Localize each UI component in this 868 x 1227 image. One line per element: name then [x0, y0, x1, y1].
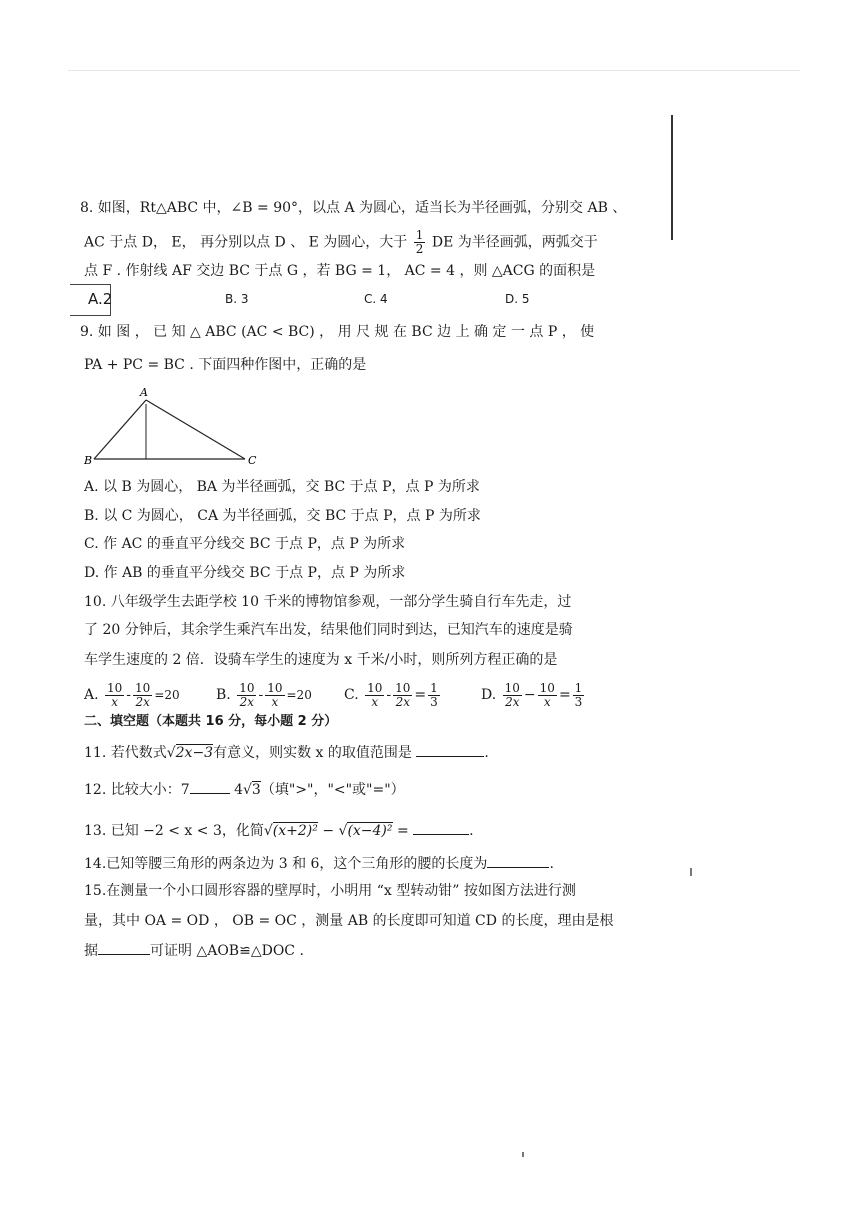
- q15-line-3: [84, 940, 304, 961]
- fraction-denominator: x: [271, 694, 279, 709]
- operator: =: [392, 823, 409, 839]
- answer-blank[interactable]: [487, 853, 549, 868]
- q12-text: （填">"，"<"或"="）: [260, 782, 405, 798]
- fraction-denominator: 2x: [395, 694, 410, 709]
- side-ac: [146, 400, 245, 459]
- fraction-numerator: 10: [539, 680, 555, 695]
- q13-text: 13. 已知 −2 < x < 3，化简: [84, 823, 264, 839]
- radicand: 3: [251, 782, 261, 798]
- equation-rhs: =20: [154, 688, 180, 702]
- q10-option-a: A. $\frac{10}{x}$ - $\frac{10}{2x}$ =20: [84, 680, 180, 709]
- q14: [84, 853, 554, 874]
- punctuation: .: [484, 745, 489, 761]
- q8-option-d: D. 5: [505, 292, 530, 306]
- fraction-numerator: 10: [504, 680, 520, 695]
- fraction-numerator: 1: [415, 228, 424, 242]
- option-label: C.: [344, 687, 359, 703]
- fraction-denominator: 3: [574, 694, 583, 709]
- q11: [84, 742, 489, 763]
- q8-line-2b: DE 为半径画弧，两弧交于: [431, 234, 598, 251]
- sqrt-sign: √: [263, 823, 273, 839]
- answer-blank[interactable]: [98, 940, 150, 955]
- q12: [84, 779, 405, 800]
- fraction-denominator: 3: [430, 694, 438, 709]
- fraction: [105, 682, 124, 709]
- fraction: [538, 682, 557, 709]
- fraction-numerator: 1: [574, 680, 583, 695]
- fraction: [428, 682, 440, 709]
- q9-option-c: C. 作 AC 的垂直平分线交 BC 于点 P，点 P 为所求: [84, 536, 406, 552]
- q8-line-1: 8. 如图，Rt△ABC 中，∠B = 90°，以点 A 为圆心，适当长为半径画弧，分别交 AB 、: [80, 200, 627, 216]
- fraction-numerator: 10: [267, 680, 283, 695]
- fraction: [133, 682, 152, 709]
- answer-box: [70, 284, 111, 316]
- punctuation: .: [549, 856, 554, 872]
- operator: −: [317, 823, 339, 839]
- fraction-denominator: 2: [415, 242, 424, 256]
- option-label: A.: [84, 687, 99, 703]
- answer-blank[interactable]: [190, 779, 230, 794]
- q15-line-1: 15.在测量一个小口圆形容器的壁厚时，小明用 “x 型转动钳” 按如图方法进行测: [84, 883, 576, 899]
- radicand: (x+2)²: [272, 823, 318, 839]
- q9-option-a: A. 以 B 为圆心， BA 为半径画弧，交 BC 于点 P，点 P 为所求: [84, 479, 480, 495]
- q8-line-2: [84, 229, 598, 256]
- q10-line-2: 了 20 分钟后，其余学生乘汽车出发，结果他们同时到达，已知汽车的速度是骑: [84, 622, 573, 638]
- option-label: B.: [216, 687, 231, 703]
- q8-option-a: A.2: [88, 290, 113, 308]
- q13: [84, 820, 474, 841]
- fraction: [237, 682, 256, 709]
- fraction-numerator: 10: [239, 680, 255, 695]
- fraction: [265, 682, 284, 709]
- side-ab: [94, 400, 146, 459]
- sqrt-sign: √: [243, 782, 252, 798]
- fraction-numerator: 10: [395, 680, 411, 695]
- q8-line-2a: AC 于点 D， E， 再分别以点 D 、 E 为圆心，大于: [84, 234, 408, 251]
- q9-option-b: B. 以 C 为圆心， CA 为半径画弧，交 BC 于点 P，点 P 为所求: [84, 508, 481, 524]
- fraction-denominator: 2x: [239, 694, 255, 709]
- q15-line-2: 量，其中 OA = OD ， OB = OC ，测量 AB 的长度即可知道 CD 的长度，理由是根: [84, 913, 614, 929]
- fraction: [393, 682, 412, 709]
- answer-blank[interactable]: [416, 742, 484, 757]
- vertex-label-b: B: [84, 454, 93, 467]
- q12-text: 4: [234, 782, 243, 798]
- sqrt-sign: √: [338, 823, 348, 839]
- fraction-denominator: x: [543, 694, 551, 709]
- sqrt-sign: √: [166, 745, 176, 761]
- fraction-denominator: x: [371, 694, 379, 709]
- scan-speck: [522, 1152, 524, 1157]
- q10-line-3: 车学生速度的 2 倍．设骑车学生的速度为 x 千米/小时，则所列方程正确的是: [84, 652, 558, 668]
- section-title: 二、填空题（本题共 16 分，每小题 2 分）: [84, 714, 338, 729]
- fraction-denominator: 2x: [505, 694, 520, 709]
- q8-fraction: [414, 229, 426, 256]
- q11-text: 有意义，则实数 x 的取值范围是: [213, 745, 412, 761]
- vertex-label-a: A: [140, 386, 148, 399]
- q10-option-d: D. $\frac{10}{2x}$ − $\frac{10}{x}$ = $\frac{1}{3}$: [481, 680, 583, 709]
- fraction-denominator: x: [111, 694, 119, 709]
- scan-artifact-line: [671, 115, 673, 240]
- fraction-denominator: 2x: [135, 694, 150, 709]
- q8-option-c: C. 4: [364, 292, 388, 306]
- fraction-numerator: 10: [135, 680, 151, 695]
- q9-line-2: PA + PC = BC . 下面四种作图中，正确的是: [84, 357, 367, 373]
- q15-text: 可证明 △AOB≌△DOC .: [150, 943, 304, 959]
- radicand: 2x−3: [175, 745, 214, 761]
- fraction: [365, 682, 384, 709]
- fraction-numerator: 10: [367, 680, 383, 695]
- option-label: D.: [481, 687, 497, 703]
- q10-option-b: B. $\frac{10}{2x}$ - $\frac{10}{x}$ =20: [216, 680, 312, 709]
- fraction-numerator: 1: [430, 680, 438, 695]
- q8-line-3: 点 F . 作射线 AF 交边 BC 于点 G ，若 BG = 1， AC = 4 ，则 △ACG 的面积是: [84, 263, 596, 279]
- q9-option-d: D. 作 AB 的垂直平分线交 BC 于点 P，点 P 为所求: [84, 565, 406, 581]
- q10-option-c: C. $\frac{10}{x}$ - $\frac{10}{2x}$ = $\frac{1}{3}$: [344, 680, 438, 709]
- q15-text: 据: [84, 943, 98, 959]
- answer-blank[interactable]: [413, 820, 469, 835]
- q11-text: 11. 若代数式: [84, 745, 167, 761]
- q14-text: 14.已知等腰三角形的两条边为 3 和 6，这个三角形的腰的长度为: [84, 856, 488, 872]
- fraction-numerator: 10: [107, 680, 123, 695]
- q9-line-1: 9. 如 图 ， 已 知 △ ABC (AC < BC) ， 用 尺 规 在 BC 边 上 确 定 一 点 P ， 使: [80, 324, 595, 340]
- triangle-figure: [80, 382, 270, 472]
- q10-line-1: 10. 八年级学生去距学校 10 千米的博物馆参观，一部分学生骑自行车先走，过: [84, 594, 572, 610]
- fraction: [573, 682, 585, 709]
- vertex-label-c: C: [248, 454, 257, 467]
- radicand: (x−4)²: [347, 823, 393, 839]
- q12-text: 12. 比较大小：7: [84, 782, 190, 798]
- scan-speck: [690, 868, 692, 876]
- equation-rhs: =20: [286, 688, 312, 702]
- fraction: [503, 682, 522, 709]
- q8-option-b: B. 3: [225, 292, 249, 306]
- punctuation: .: [469, 823, 474, 839]
- page-edge: [68, 70, 800, 71]
